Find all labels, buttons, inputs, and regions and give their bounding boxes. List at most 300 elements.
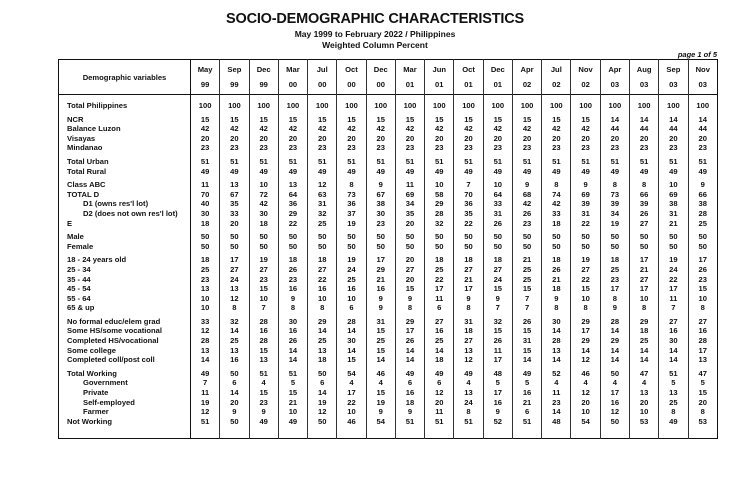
cell-value: 50 — [600, 365, 629, 379]
cell-value: 27 — [395, 265, 424, 275]
cell-value: 27 — [308, 265, 337, 275]
cell-value: 15 — [366, 388, 395, 398]
cell-value: 6 — [220, 378, 249, 388]
cell-value: 39 — [600, 199, 629, 209]
cell-value: 32 — [483, 313, 512, 327]
cell-value: 15 — [542, 111, 571, 125]
cell-value: 42 — [425, 124, 454, 134]
cell-value: 16 — [220, 355, 249, 365]
cell-value: 23 — [249, 143, 278, 153]
cell-value: 68 — [512, 190, 541, 200]
cell-value: 19 — [337, 251, 366, 265]
table-row — [59, 326, 718, 336]
cell-value: 15 — [249, 284, 278, 294]
cell-value: 9 — [512, 176, 541, 190]
cell-value: 42 — [571, 124, 600, 134]
cell-value: 8 — [308, 303, 337, 313]
cell-value: 16 — [308, 284, 337, 294]
cell-value: 100 — [220, 95, 249, 111]
table-row — [59, 398, 718, 408]
cell-value: 29 — [600, 336, 629, 346]
cell-value: 9 — [395, 294, 424, 304]
cell-value: 10 — [688, 294, 717, 304]
cell-value: 49 — [483, 167, 512, 177]
cell-value: 100 — [191, 95, 220, 111]
cell-value: 27 — [454, 336, 483, 346]
cell-value: 25 — [308, 336, 337, 346]
cell-value: 19 — [337, 219, 366, 229]
cell-value: 9 — [366, 407, 395, 417]
column-header-month: Jul — [542, 60, 571, 78]
cell-value: 49 — [571, 167, 600, 177]
cell-value: 15 — [366, 346, 395, 356]
table-row — [59, 228, 718, 242]
cell-value: 24 — [454, 398, 483, 408]
cell-value: 51 — [395, 153, 424, 167]
column-header-year: 03 — [600, 77, 629, 95]
cell-value: 19 — [659, 251, 688, 265]
cell-value: 66 — [629, 190, 658, 200]
row-label: Some HS/some vocational — [59, 326, 191, 336]
column-header-month: Apr — [512, 60, 541, 78]
table-header — [59, 60, 718, 95]
cell-value: 14 — [688, 111, 717, 125]
cell-value: 23 — [366, 143, 395, 153]
cell-value: 49 — [629, 167, 658, 177]
cell-value: 31 — [454, 313, 483, 327]
cell-value: 28 — [337, 313, 366, 327]
cell-value: 64 — [483, 190, 512, 200]
cell-value: 13 — [454, 388, 483, 398]
cell-value: 73 — [337, 190, 366, 200]
cell-value: 30 — [659, 336, 688, 346]
cell-value: 28 — [425, 209, 454, 219]
cell-value: 29 — [571, 313, 600, 327]
cell-value: 42 — [249, 124, 278, 134]
column-header-month: Aug — [629, 60, 658, 78]
cell-value: 69 — [395, 190, 424, 200]
row-label: Total Philippines — [59, 95, 191, 111]
cell-value: 51 — [659, 153, 688, 167]
cell-value: 10 — [249, 294, 278, 304]
page-title: SOCIO-DEMOGRAPHIC CHARACTERISTICS — [226, 11, 524, 27]
cell-value: 49 — [425, 167, 454, 177]
cell-value: 12 — [571, 355, 600, 365]
cell-value: 42 — [337, 124, 366, 134]
cell-value: 50 — [600, 417, 629, 439]
cell-value: 14 — [571, 346, 600, 356]
cell-value: 50 — [659, 228, 688, 242]
cell-value: 51 — [278, 153, 307, 167]
cell-value: 51 — [337, 153, 366, 167]
table-row — [59, 388, 718, 398]
cell-value: 100 — [249, 95, 278, 111]
cell-value: 23 — [659, 143, 688, 153]
cell-value: 23 — [512, 143, 541, 153]
cell-value: 8 — [600, 176, 629, 190]
cell-value: 49 — [395, 365, 424, 379]
cell-value: 14 — [629, 346, 658, 356]
cell-value: 50 — [308, 242, 337, 252]
row-label: Female — [59, 242, 191, 252]
column-header-year: 01 — [395, 77, 424, 95]
cell-value: 22 — [659, 275, 688, 285]
row-label: 55 - 64 — [59, 294, 191, 304]
cell-value: 18 — [425, 251, 454, 265]
cell-value: 22 — [337, 398, 366, 408]
cell-value: 14 — [659, 111, 688, 125]
cell-value: 50 — [191, 242, 220, 252]
cell-value: 17 — [629, 251, 658, 265]
cell-value: 100 — [483, 95, 512, 111]
label-column-header: Demographic variables — [59, 60, 191, 95]
cell-value: 15 — [454, 111, 483, 125]
column-header-month: Jun — [425, 60, 454, 78]
cell-value: 13 — [308, 346, 337, 356]
cell-value: 51 — [220, 153, 249, 167]
cell-value: 30 — [542, 313, 571, 327]
cell-value: 15 — [425, 111, 454, 125]
cell-value: 23 — [629, 143, 658, 153]
cell-value: 50 — [249, 228, 278, 242]
cell-value: 18 — [454, 251, 483, 265]
cell-value: 15 — [191, 111, 220, 125]
cell-value: 14 — [220, 326, 249, 336]
cell-value: 27 — [629, 275, 658, 285]
cell-value: 6 — [308, 378, 337, 388]
cell-value: 17 — [366, 251, 395, 265]
cell-value: 12 — [425, 388, 454, 398]
column-header-year: 03 — [659, 77, 688, 95]
cell-value: 52 — [542, 365, 571, 379]
cell-value: 53 — [688, 417, 717, 439]
cell-value: 14 — [542, 326, 571, 336]
cell-value: 12 — [571, 388, 600, 398]
row-label: Total Urban — [59, 153, 191, 167]
cell-value: 100 — [659, 95, 688, 111]
cell-value: 15 — [366, 111, 395, 125]
cell-value: 15 — [483, 284, 512, 294]
cell-value: 23 — [366, 219, 395, 229]
row-label: Some college — [59, 346, 191, 356]
cell-value: 29 — [425, 199, 454, 209]
cell-value: 16 — [366, 284, 395, 294]
cell-value: 50 — [454, 228, 483, 242]
cell-value: 12 — [191, 407, 220, 417]
cell-value: 14 — [629, 355, 658, 365]
cell-value: 100 — [308, 95, 337, 111]
cell-value: 18 — [308, 251, 337, 265]
table-row — [59, 242, 718, 252]
table-row — [59, 199, 718, 209]
cell-value: 20 — [278, 134, 307, 144]
cell-value: 13 — [220, 284, 249, 294]
cell-value: 15 — [220, 111, 249, 125]
cell-value: 14 — [395, 355, 424, 365]
cell-value: 15 — [512, 326, 541, 336]
cell-value: 23 — [425, 143, 454, 153]
cell-value: 17 — [395, 326, 424, 336]
cell-value: 27 — [629, 219, 658, 229]
column-header-month: Mar — [395, 60, 424, 78]
table-row — [59, 346, 718, 356]
cell-value: 17 — [600, 284, 629, 294]
cell-value: 18 — [542, 219, 571, 229]
column-header-year: 00 — [366, 77, 395, 95]
cell-value: 27 — [220, 265, 249, 275]
cell-value: 38 — [659, 199, 688, 209]
cell-value: 23 — [278, 275, 307, 285]
cell-value: 44 — [600, 124, 629, 134]
cell-value: 25 — [512, 275, 541, 285]
cell-value: 51 — [512, 417, 541, 439]
cell-value: 49 — [308, 167, 337, 177]
cell-value: 34 — [395, 199, 424, 209]
cell-value: 18 — [249, 219, 278, 229]
cell-value: 74 — [542, 190, 571, 200]
cell-value: 13 — [542, 346, 571, 356]
cell-value: 32 — [425, 219, 454, 229]
cell-value: 11 — [483, 346, 512, 356]
cell-value: 51 — [454, 153, 483, 167]
cell-value: 18 — [278, 251, 307, 265]
cell-value: 26 — [688, 265, 717, 275]
cell-value: 4 — [542, 378, 571, 388]
cell-value: 19 — [191, 398, 220, 408]
cell-value: 100 — [600, 95, 629, 111]
cell-value: 50 — [542, 242, 571, 252]
cell-value: 14 — [278, 346, 307, 356]
cell-value: 30 — [278, 313, 307, 327]
cell-value: 26 — [395, 336, 424, 346]
cell-value: 19 — [308, 398, 337, 408]
cell-value: 9 — [542, 294, 571, 304]
cell-value: 20 — [454, 134, 483, 144]
cell-value: 14 — [308, 388, 337, 398]
cell-value: 9 — [688, 176, 717, 190]
cell-value: 17 — [220, 251, 249, 265]
cell-value: 51 — [542, 153, 571, 167]
cell-value: 15 — [688, 388, 717, 398]
cell-value: 26 — [278, 336, 307, 346]
table-row — [59, 265, 718, 275]
row-label: TOTAL D — [59, 190, 191, 200]
cell-value: 17 — [688, 346, 717, 356]
cell-value: 8 — [629, 176, 658, 190]
table-row — [59, 219, 718, 229]
cell-value: 14 — [542, 407, 571, 417]
table-row — [59, 336, 718, 346]
cell-value: 42 — [395, 124, 424, 134]
cell-value: 20 — [220, 398, 249, 408]
cell-value: 36 — [454, 199, 483, 209]
cell-value: 23 — [337, 143, 366, 153]
cell-value: 51 — [278, 365, 307, 379]
cell-value: 14 — [659, 346, 688, 356]
cell-value: 39 — [571, 199, 600, 209]
table-row — [59, 294, 718, 304]
cell-value: 54 — [571, 417, 600, 439]
cell-value: 50 — [542, 228, 571, 242]
cell-value: 22 — [425, 275, 454, 285]
cell-value: 18 — [542, 284, 571, 294]
cell-value: 8 — [571, 303, 600, 313]
cell-value: 21 — [454, 275, 483, 285]
cell-value: 38 — [688, 199, 717, 209]
cell-value: 11 — [425, 407, 454, 417]
cell-value: 27 — [425, 313, 454, 327]
cell-value: 28 — [600, 313, 629, 327]
cell-value: 20 — [512, 134, 541, 144]
cell-value: 20 — [395, 275, 424, 285]
cell-value: 13 — [688, 355, 717, 365]
cell-value: 5 — [688, 378, 717, 388]
column-header-month: Sep — [220, 60, 249, 78]
cell-value: 18 — [542, 251, 571, 265]
cell-value: 18 — [191, 219, 220, 229]
table-row — [59, 365, 718, 379]
cell-value: 16 — [278, 326, 307, 336]
cell-value: 20 — [629, 134, 658, 144]
cell-value: 51 — [629, 153, 658, 167]
cell-value: 14 — [512, 355, 541, 365]
row-label: Male — [59, 228, 191, 242]
cell-value: 15 — [337, 355, 366, 365]
cell-value: 17 — [571, 326, 600, 336]
table-row — [59, 355, 718, 365]
cell-value: 49 — [512, 167, 541, 177]
cell-value: 26 — [629, 209, 658, 219]
cell-value: 49 — [454, 365, 483, 379]
cell-value: 49 — [278, 417, 307, 439]
cell-value: 51 — [600, 153, 629, 167]
cell-value: 50 — [688, 228, 717, 242]
row-label: Class ABC — [59, 176, 191, 190]
cell-value: 50 — [337, 242, 366, 252]
page-subtitle-measure: Weighted Column Percent — [322, 40, 428, 50]
cell-value: 6 — [395, 378, 424, 388]
row-label: 25 - 34 — [59, 265, 191, 275]
column-header-month: Sep — [659, 60, 688, 78]
cell-value: 15 — [249, 346, 278, 356]
cell-value: 36 — [337, 199, 366, 209]
cell-value: 23 — [395, 143, 424, 153]
cell-value: 72 — [249, 190, 278, 200]
cell-value: 10 — [425, 176, 454, 190]
cell-value: 50 — [512, 242, 541, 252]
cell-value: 49 — [366, 167, 395, 177]
cell-value: 5 — [512, 378, 541, 388]
cell-value: 49 — [337, 167, 366, 177]
cell-value: 17 — [337, 388, 366, 398]
cell-value: 14 — [337, 346, 366, 356]
cell-value: 15 — [512, 284, 541, 294]
cell-value: 20 — [629, 398, 658, 408]
cell-value: 23 — [191, 143, 220, 153]
cell-value: 42 — [308, 124, 337, 134]
cell-value: 50 — [425, 242, 454, 252]
cell-value: 7 — [454, 176, 483, 190]
cell-value: 18 — [308, 355, 337, 365]
cell-value: 10 — [308, 294, 337, 304]
cell-value: 5 — [659, 378, 688, 388]
cell-value: 8 — [542, 176, 571, 190]
cell-value: 19 — [571, 251, 600, 265]
cell-value: 25 — [659, 398, 688, 408]
cell-value: 30 — [191, 209, 220, 219]
cell-value: 100 — [454, 95, 483, 111]
cell-value: 8 — [337, 176, 366, 190]
cell-value: 42 — [512, 124, 541, 134]
cell-value: 51 — [249, 153, 278, 167]
table-row — [59, 176, 718, 190]
cell-value: 14 — [366, 355, 395, 365]
cell-value: 9 — [395, 407, 424, 417]
column-header-month: Oct — [337, 60, 366, 78]
cell-value: 100 — [278, 95, 307, 111]
cell-value: 51 — [366, 153, 395, 167]
cell-value: 32 — [308, 209, 337, 219]
cell-value: 16 — [512, 388, 541, 398]
cell-value: 31 — [512, 336, 541, 346]
cell-value: 21 — [659, 219, 688, 229]
cell-value: 46 — [571, 365, 600, 379]
cell-value: 50 — [249, 242, 278, 252]
column-header-month: Apr — [600, 60, 629, 78]
cell-value: 19 — [366, 398, 395, 408]
cell-value: 29 — [366, 265, 395, 275]
cell-value: 50 — [600, 228, 629, 242]
cell-value: 24 — [337, 265, 366, 275]
cell-value: 21 — [629, 265, 658, 275]
cell-value: 17 — [688, 251, 717, 265]
cell-value: 51 — [249, 365, 278, 379]
cell-value: 5 — [483, 378, 512, 388]
cell-value: 9 — [454, 294, 483, 304]
cell-value: 35 — [220, 199, 249, 209]
table-row — [59, 190, 718, 200]
cell-value: 14 — [600, 346, 629, 356]
table-row — [59, 284, 718, 294]
cell-value: 15 — [249, 388, 278, 398]
cell-value: 44 — [688, 124, 717, 134]
cell-value: 20 — [249, 134, 278, 144]
cell-value: 50 — [278, 242, 307, 252]
cell-value: 10 — [191, 303, 220, 313]
cell-value: 50 — [337, 228, 366, 242]
cell-value: 23 — [278, 143, 307, 153]
table-row — [59, 417, 718, 439]
table-row — [59, 378, 718, 388]
cell-value: 50 — [308, 365, 337, 379]
cell-value: 19 — [600, 219, 629, 229]
row-label: Total Working — [59, 365, 191, 379]
cell-value: 26 — [483, 219, 512, 229]
cell-value: 9 — [249, 407, 278, 417]
cell-value: 46 — [337, 417, 366, 439]
cell-value: 47 — [688, 365, 717, 379]
cell-value: 23 — [688, 143, 717, 153]
cell-value: 21 — [512, 251, 541, 265]
cell-value: 4 — [600, 378, 629, 388]
cell-value: 39 — [629, 199, 658, 209]
cell-value: 13 — [278, 176, 307, 190]
cell-value: 18 — [425, 355, 454, 365]
cell-value: 63 — [308, 190, 337, 200]
cell-value: 16 — [337, 284, 366, 294]
cell-value: 50 — [425, 228, 454, 242]
column-header-month: Dec — [483, 60, 512, 78]
